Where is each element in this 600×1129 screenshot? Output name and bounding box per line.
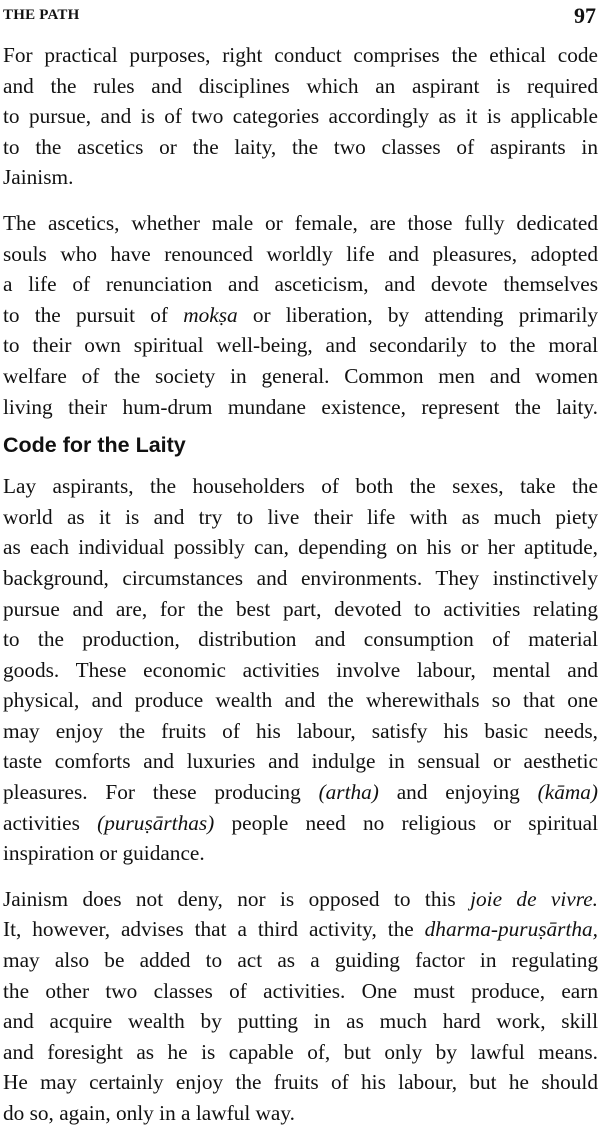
text-line: For practical purposes, right conduct comprises the ethical code xyxy=(3,43,598,67)
text-line: may enjoy the fruits of his labour, satisfy his basic needs, xyxy=(3,718,598,743)
page-number: 97 xyxy=(574,3,596,28)
text-line: He may certainly enjoy the fruits of his labour, but he should xyxy=(3,1070,598,1095)
text-line xyxy=(3,777,598,808)
text-run: and enjoying xyxy=(378,780,538,805)
text-line: world as it is and try to live their life with as much piety xyxy=(3,504,598,529)
paragraph-joie-de-vivre xyxy=(3,884,598,1129)
text-line: taste comforts and luxuries and indulge in sensual or aesthetic xyxy=(3,749,598,774)
text-line: background, circumstances and environments. They instinctively xyxy=(3,565,598,590)
body-text xyxy=(3,40,598,1129)
text-line: may also be added to act as a guiding factor in regulating xyxy=(3,948,598,973)
text-line: and the rules and disciplines which an aspirant is required xyxy=(3,73,598,98)
text-line: goods. These economic activities involve labour, mental and xyxy=(3,657,598,682)
text-line: living their hum-drum mundane existence, represent the laity. xyxy=(3,394,598,419)
italic-term: dharma-puruṣārtha, xyxy=(424,917,598,942)
text-line: Lay aspirants, the householders of both the sexes, take the xyxy=(3,474,598,499)
text-run: to the pursuit of xyxy=(3,302,184,327)
italic-term: joie de vivre. xyxy=(470,886,599,911)
text-line: pursue and are, for the best part, devoted to activities relating xyxy=(3,596,598,621)
text-run: Jainism does not deny, nor is opposed to this xyxy=(3,886,471,911)
italic-term: mokṣa xyxy=(183,302,238,327)
text-run: or liberation, by attending primarily xyxy=(237,302,599,327)
text-line: and foresight as he is capable of, but only by lawful means. xyxy=(3,1039,598,1064)
text-line: a life of renunciation and asceticism, and devote themselves xyxy=(3,272,598,297)
text-line: the other two classes of activities. One must produce, earn xyxy=(3,978,598,1003)
italic-term: (puruṣārthas) xyxy=(97,810,215,835)
italic-term: (kāma) xyxy=(537,780,598,805)
running-title: THE PATH xyxy=(3,7,80,23)
text-line xyxy=(3,808,598,839)
italic-term: (artha) xyxy=(318,780,379,805)
section-heading: Code for the Laity xyxy=(3,433,186,458)
text-line: to pursue, and is of two categories accordingly as it is applicable xyxy=(3,104,598,129)
text-line: do so, again, only in a lawful way. xyxy=(3,1101,295,1125)
text-line: to the production, distribution and consumption of material xyxy=(3,627,598,652)
text-line: The ascetics, whether male or female, are those fully dedicated xyxy=(3,210,598,235)
text-line: Jainism. xyxy=(3,165,74,190)
text-line: to their own spiritual well-being, and secondarily to the moral xyxy=(3,333,598,358)
text-line xyxy=(3,300,598,331)
text-line: physical, and produce wealth and the wherewithals so that one xyxy=(3,688,598,713)
text-line: and acquire wealth by putting in as much hard work, skill xyxy=(3,1009,598,1034)
text-line xyxy=(3,914,598,945)
text-line: as each individual possibly can, depending on his or her aptitude, xyxy=(3,535,598,560)
text-run: pleasures. For these producing xyxy=(3,780,319,805)
paragraph-ascetics xyxy=(3,208,598,422)
text-line: welfare of the society in general. Common men and women xyxy=(3,363,598,388)
paragraph-lay-aspirants xyxy=(3,471,598,869)
text-line: souls who have renounced worldly life and pleasures, adopted xyxy=(3,241,598,266)
paragraph-right-conduct xyxy=(3,40,598,193)
text-line: to the ascetics or the laity, the two classes of aspirants in xyxy=(3,134,598,159)
text-run: people need no religious or spiritual xyxy=(214,810,599,835)
running-header xyxy=(3,3,596,29)
text-line xyxy=(3,884,598,915)
text-run: It, however, advises that a third activity, the xyxy=(3,917,425,942)
text-line: inspiration or guidance. xyxy=(3,841,205,866)
text-run: activities xyxy=(3,810,98,835)
